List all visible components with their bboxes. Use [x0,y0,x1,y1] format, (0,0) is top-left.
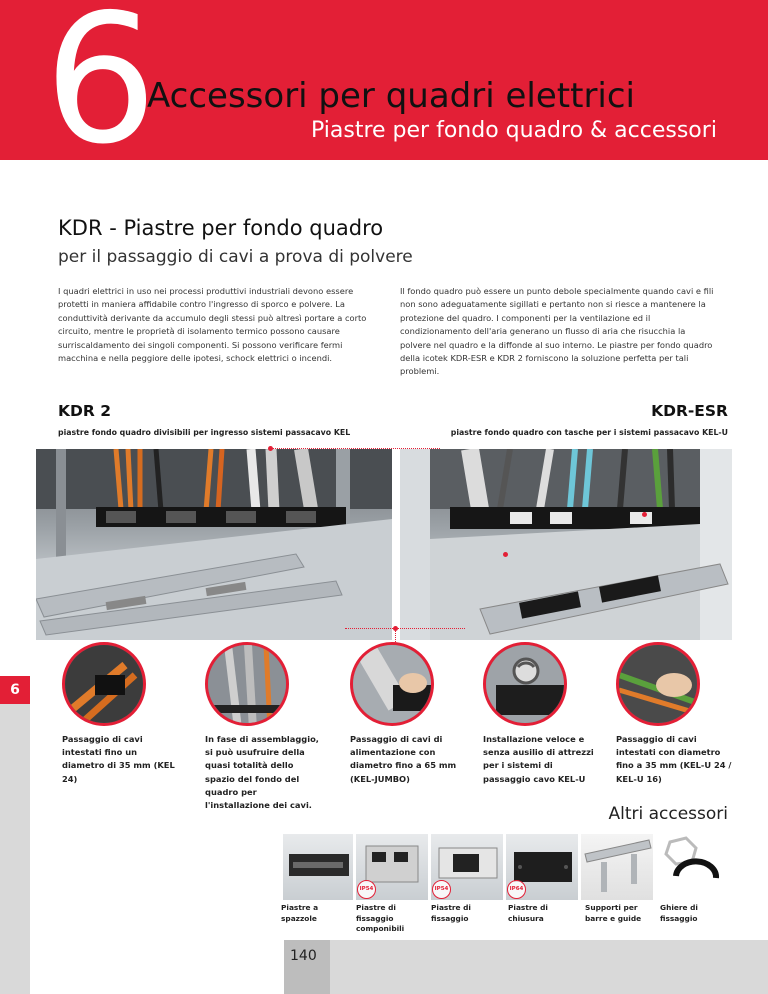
accessory-label: Piastre a spazzole [281,903,319,923]
feature-caption: Passaggio di cavi di alimentazione con diametro fino a 65 mm (KEL-JUMBO) [350,734,457,784]
accessory-label: Piastre di chiusura [508,903,548,923]
intro-right-paragraph: Il fondo quadro può essere un punto debole specialmente quando cavi e fili non sono adeguatamente sigillati e pertanto non si riesce a mantenere la protezione del quadro. I componenti per la ventilazione ed il condizionamento dell'aria generano un flusso di aria che risucchia la polvere nel quadro e la diffonde al suo interno. Le piastre per fondo quadro della icotek KDR-ESR e KDR 2 forniscono la soluzione perfetta per tali problemi. [400,286,714,377]
kdr-esr-product-photo [400,449,732,640]
feature-caption: Passaggio di cavi intestati con diametro fino a 35 mm (KEL-U 24 / KEL-U 16) [616,734,732,784]
feature-caption: Passaggio di cavi intestati fino un diametro di 35 mm (KEL 24) [62,734,175,784]
accessory-label: Piastre di fissaggio componibili [356,903,405,933]
intro-left-paragraph: I quadri elettrici in uso nei processi produttivi industriali devono essere protetti in maniera affidabile contro l'ingresso di sporco e polvere. La conduttività derivante da accumulo degli stessi può altresì portare a corto circuito, mentre le proprietà di isolamento termico possono causare surriscaldamento dei singoli componenti. Si possono verificare fermi macchina e nella peggiore delle ipotesi, schock elettrici o incendi. [58,286,367,364]
feature-image-assembly [205,642,289,726]
kdr-esr-description: piastre fondo quadro con tasche per i sistemi passacavo KEL-U [450,428,728,437]
accessory-label: Ghiere di fissaggio [660,903,698,923]
feature-caption: Installazione veloce e senza ausilio di attrezzi per i sistemi di passaggio cavo KEL-U [483,734,594,784]
accessory-image-locknut [656,834,732,900]
chapter-number: 6 [44,0,154,160]
accessory-image-rail-support [581,834,653,900]
page-number: 140 [290,948,317,964]
section-title: KDR - Piastre per fondo quadro [58,216,384,240]
accessory-image-brush-plate [283,834,353,900]
ip-rating-badge: IP64 [507,880,526,899]
feature-caption: In fase di assemblaggio, si può usufruire della quasi totalità dello spazio del fondo del quadro per l'installazione dei cavi. [205,734,319,811]
marker-dot [393,626,398,631]
page-subtitle: Piastre per fondo quadro & accessori [311,118,717,143]
marker-dot [503,552,508,557]
side-strip [0,704,30,994]
accessory-label: Supporti per barre e guide [585,903,642,923]
feature-image-kel24 [62,642,146,726]
section-subtitle: per il passaggio di cavi a prova di polvere [58,247,413,267]
feature-image-kel-u24 [616,642,700,726]
accessories-heading: Altri accessori [608,804,728,824]
ip-rating-badge: IP54 [432,880,451,899]
marker-dot [642,512,647,517]
feature-image-kel-u-install [483,642,567,726]
feature-image-kel-jumbo [350,642,434,726]
chapter-header [0,0,768,160]
marker-dot [268,446,273,451]
kdr-esr-title: KDR-ESR [651,402,728,420]
page-title: Accessori per quadri elettrici [147,76,636,116]
kdr2-description: piastre fondo quadro divisibili per ingresso sistemi passacavo KEL [58,428,351,437]
kdr2-product-photo [36,449,392,640]
kdr2-title: KDR 2 [58,402,111,420]
ip-rating-badge: IP54 [357,880,376,899]
accessory-label: Piastre di fissaggio [431,903,471,923]
footer-strip [284,940,768,994]
connector-line [270,448,440,449]
chapter-tab: 6 [0,676,30,704]
connector-line [345,628,465,629]
